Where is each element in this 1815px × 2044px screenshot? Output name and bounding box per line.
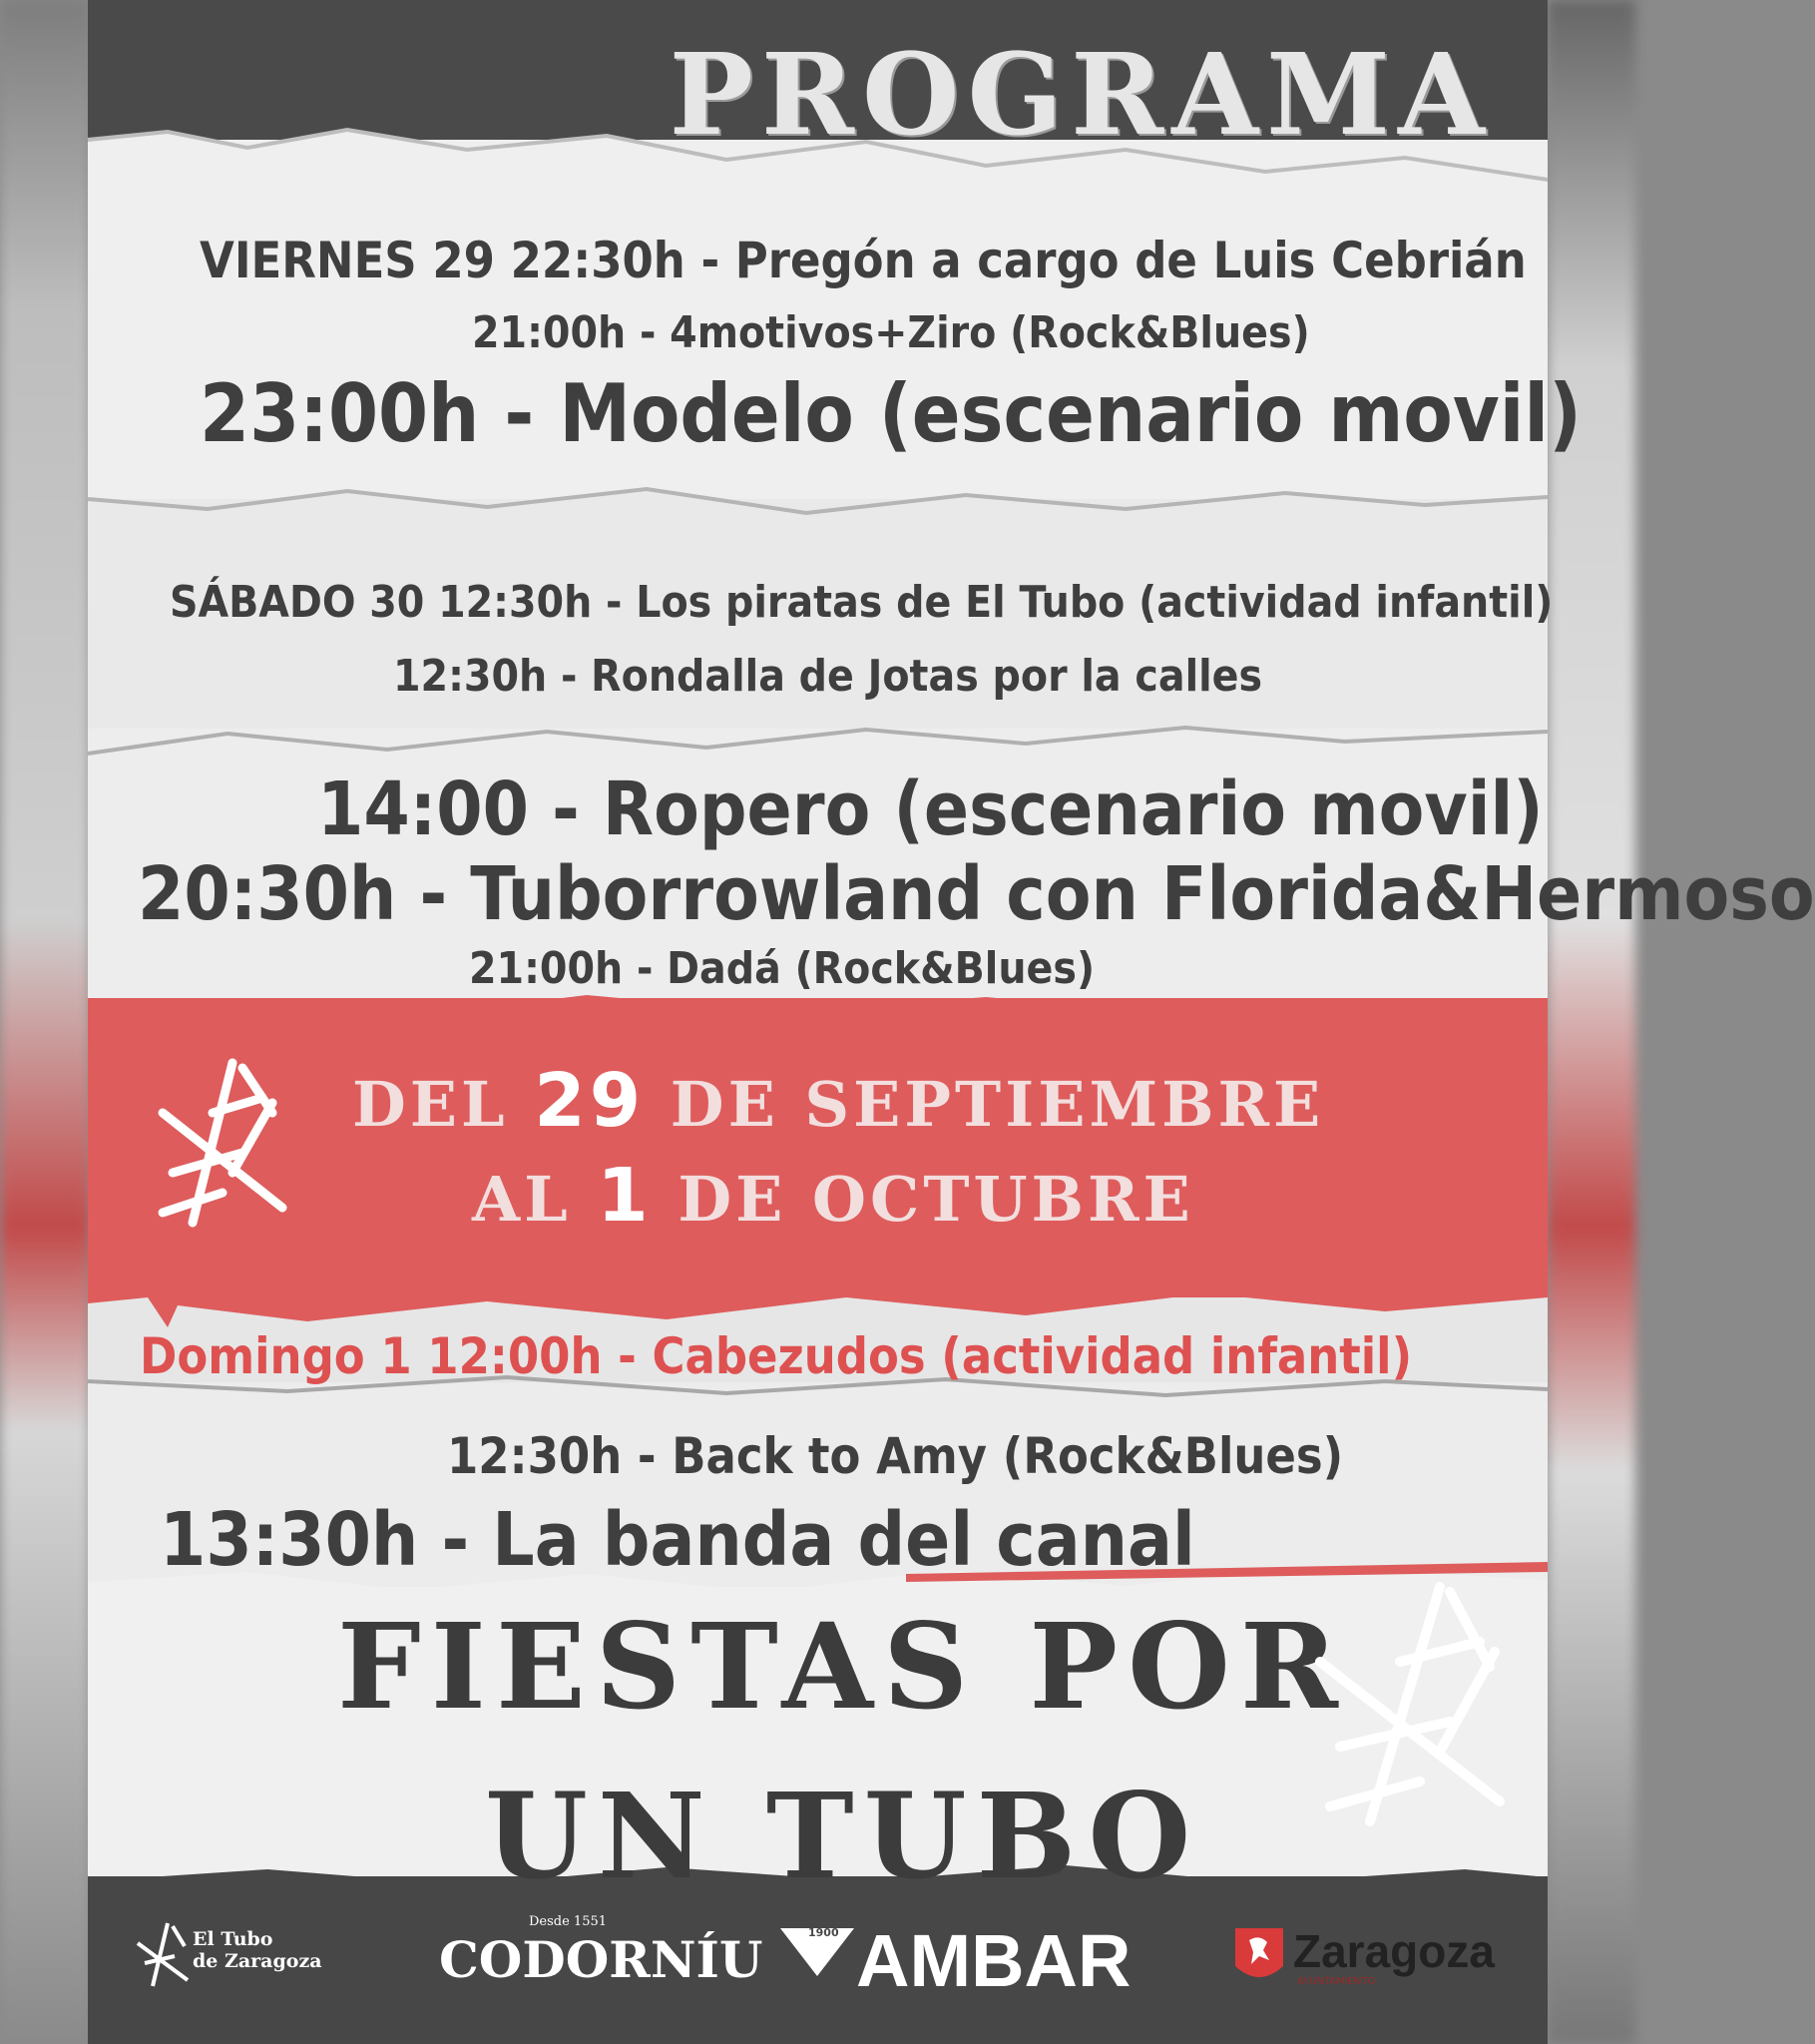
sponsor-codorniu: CODORNÍU <box>439 1930 763 1989</box>
sunday-line-2: 12:30h - Back to Amy (Rock&Blues) <box>447 1427 1344 1485</box>
sponsor-zaragoza-ayuntamiento: AYUNTAMIENTO <box>1297 1976 1376 1987</box>
saturday-line-5: 21:00h - Dadá (Rock&Blues) <box>469 943 1096 994</box>
sponsor-ambar: AMBAR <box>856 1919 1132 2002</box>
saturday-line-4: 20:30h - Tuborrowland con Florida&Hermoso <box>138 851 1815 937</box>
friday-line-1: VIERNES 29 22:30h - Pregón a cargo de Luis Cebrián <box>200 232 1527 289</box>
saturday-line-2: 12:30h - Rondalla de Jotas por la calles <box>393 651 1263 702</box>
dates-september: DE SEPTIEMBRE <box>670 1068 1325 1141</box>
tubo-small-logo-icon <box>133 1918 193 1988</box>
dates-del: DEL <box>352 1068 509 1141</box>
dates-start-day: 29 <box>534 1058 646 1144</box>
zaragoza-lion-icon <box>1233 1926 1285 1986</box>
blurred-background-right <box>1548 0 1635 2044</box>
sunday-line-3: 13:30h - La banda del canal <box>160 1497 1195 1583</box>
saturday-line-1: SÁBADO 30 12:30h - Los piratas de El Tubo (actividad infantil) <box>170 577 1554 628</box>
dates-end-day: 1 <box>597 1153 653 1239</box>
dates-line-1 <box>352 1058 1324 1144</box>
sponsor-bar <box>88 1896 1548 2026</box>
sponsor-tubo-line-2: de Zaragoza <box>193 1950 322 1972</box>
dates-al: AL <box>472 1163 572 1236</box>
sponsor-ambar-year: 1900 <box>808 1926 839 1939</box>
saturday-line-3: 14:00 - Ropero (escenario movil) <box>317 766 1544 852</box>
tubo-logo-icon <box>143 1053 292 1228</box>
sunday-line-1: Domingo 1 12:00h - Cabezudos (actividad infantil) <box>140 1327 1413 1385</box>
friday-line-2: 21:00h - 4motivos+Ziro (Rock&Blues) <box>472 307 1310 358</box>
blurred-background-left <box>0 0 90 2044</box>
torn-edge-2 <box>88 469 1548 529</box>
sponsor-zaragoza: Zaragoza <box>1293 1925 1495 1977</box>
fiestas-title-line-1: FIESTAS POR <box>337 1597 1348 1736</box>
torn-edge-3 <box>88 714 1548 773</box>
sponsor-codorniu-since: Desde 1551 <box>529 1914 608 1929</box>
dates-line-2 <box>472 1153 1194 1239</box>
poster-title: PROGRAMA <box>669 30 1493 161</box>
event-poster <box>88 0 1815 2044</box>
fiestas-title-line-2: UN TUBO <box>485 1767 1201 1905</box>
friday-line-3: 23:00h - Modelo (escenario movil) <box>200 367 1582 460</box>
sponsor-tubo-line-1: El Tubo <box>193 1928 273 1950</box>
dates-october: DE OCTUBRE <box>678 1163 1194 1236</box>
tubo-logo-large-icon <box>1300 1572 1515 1831</box>
red-band <box>88 998 1548 1297</box>
